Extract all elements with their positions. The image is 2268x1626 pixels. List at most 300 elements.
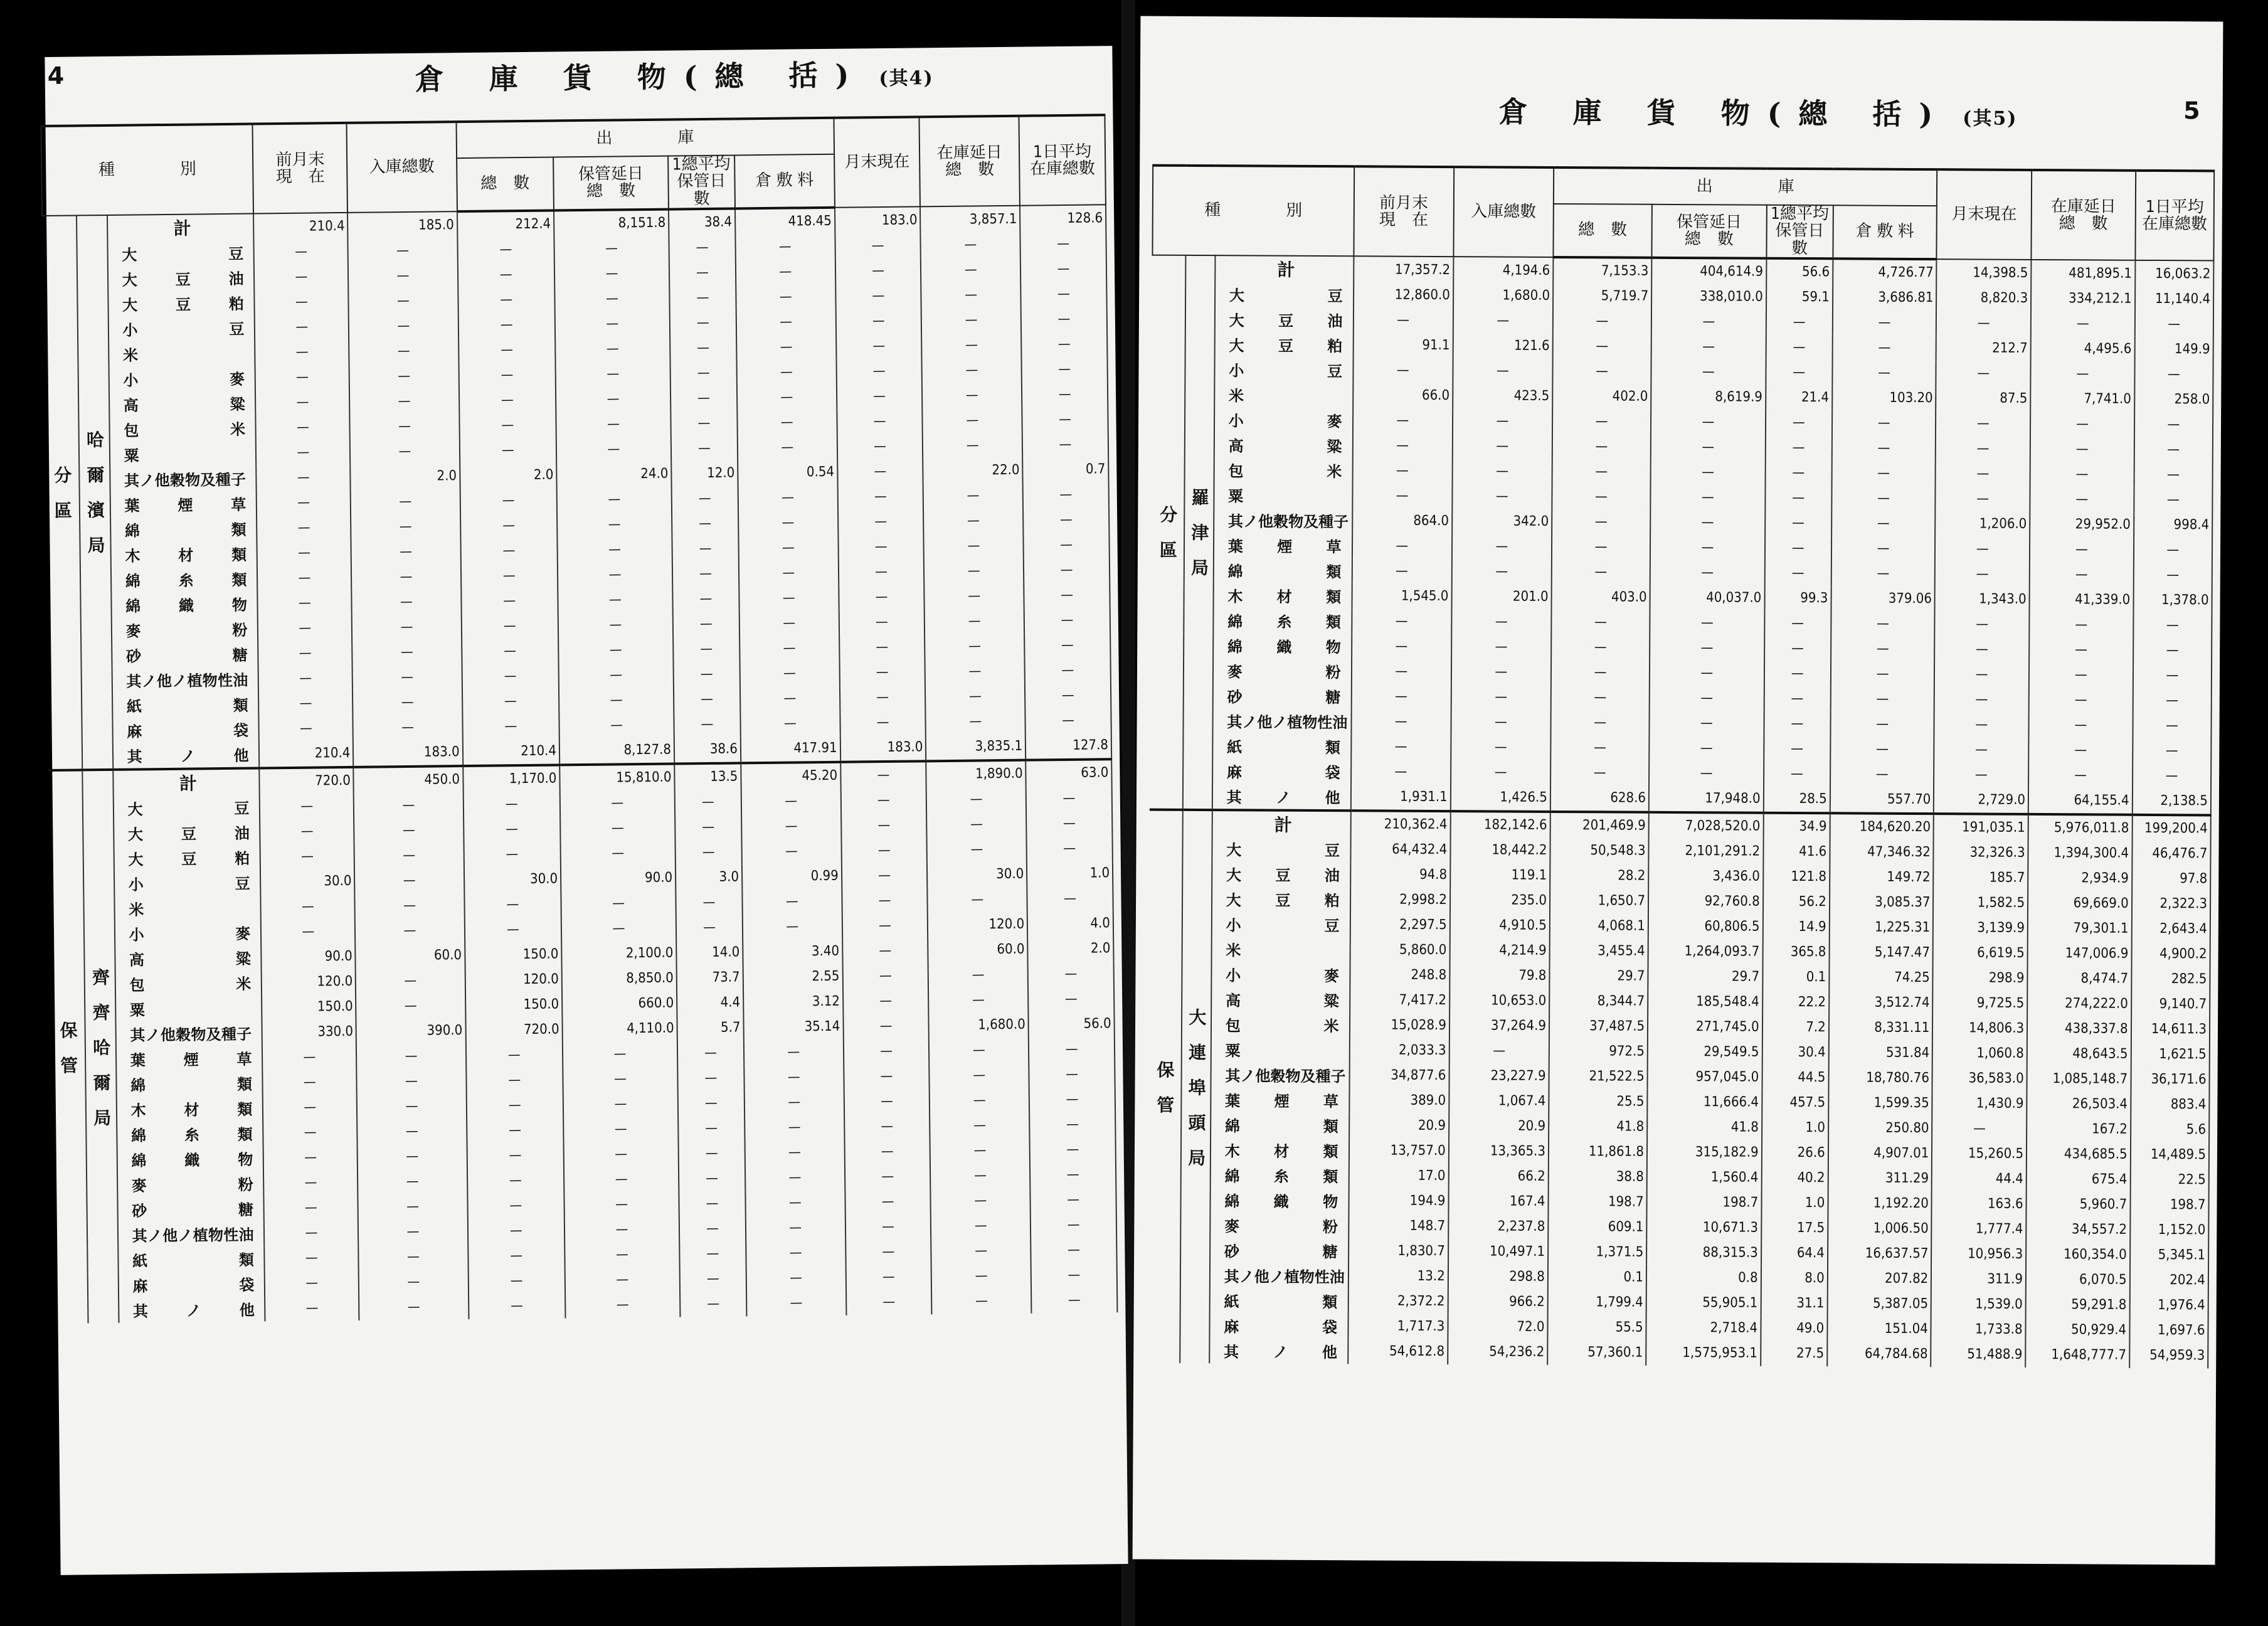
value-cell: 1,650.7 [1550,888,1648,914]
value-cell: — [670,410,737,436]
value-cell: 90.0 [561,865,676,891]
value-cell: — [844,1038,930,1064]
value-cell: 10,671.3 [1646,1215,1761,1241]
value-cell: 1,931.1 [1350,784,1450,811]
value-cell: 151.04 [1827,1316,1931,1342]
value-cell: — [676,839,742,865]
header-kind: 種 別 [41,124,254,216]
value-cell: — [922,383,1022,409]
value-cell: 26,503.4 [2027,1092,2131,1117]
value-cell: 29.7 [1549,964,1648,989]
value-cell: — [1023,482,1109,507]
item-label: 綿 類 [1211,1112,1349,1138]
value-cell: 3,085.37 [1830,890,1934,915]
value-cell: — [2133,563,2212,588]
value-cell: — [1020,256,1106,282]
value-cell: 14,398.5 [1937,259,2032,286]
value-cell: — [740,711,840,737]
value-cell: — [1764,611,1831,637]
value-cell: 5,345.1 [2130,1243,2209,1268]
item-label: 砂 糖 [112,641,258,667]
value-cell: — [1352,634,1451,659]
value-cell: — [260,794,354,820]
value-cell: — [1030,1162,1116,1188]
value-cell: — [1649,736,1764,762]
value-cell: 235.0 [1450,888,1550,913]
value-cell: — [352,589,462,615]
value-cell: — [1025,683,1111,708]
value-cell: 16,637.57 [1828,1241,1932,1267]
value-cell: — [265,1295,359,1322]
value-cell: 54,612.8 [1348,1339,1448,1364]
value-cell: 4.4 [677,990,743,1016]
value-cell: — [736,334,836,361]
value-cell: 4,214.9 [1449,938,1549,964]
value-cell: — [679,1216,746,1241]
value-cell: — [921,232,1020,258]
value-cell: — [1550,760,1649,786]
value-cell: — [930,1088,1029,1114]
value-cell: — [354,817,464,844]
value-cell: 3,139.9 [1933,915,2028,941]
value-cell: — [563,1116,678,1142]
value-cell: — [679,1140,745,1166]
value-cell: — [1451,760,1550,785]
value-cell: 2,033.3 [1349,1038,1449,1063]
value-cell: 32,326.3 [1934,840,2028,866]
value-cell: 64,155.4 [2028,788,2133,815]
value-cell: — [1650,686,1764,711]
item-label: 綿 織 物 [111,591,258,617]
value-cell: 3,835.1 [926,734,1025,762]
value-cell: — [358,1169,467,1195]
value-cell: 438,337.8 [2027,1016,2131,1042]
item-label: 大 豆 [1212,836,1350,862]
value-cell: — [921,307,1021,334]
value-cell: 14,489.5 [2131,1142,2210,1168]
value-cell: — [1936,311,2031,336]
value-cell: — [1765,435,1831,461]
value-cell: — [1650,635,1764,661]
value-cell: 17,948.0 [1649,786,1764,813]
value-cell: — [745,1190,845,1216]
value-cell: 8,619.9 [1651,385,1766,410]
value-cell: — [457,236,554,263]
item-label: 其ノ他穀物及種子 [1214,507,1352,533]
value-cell: 198.7 [2130,1193,2209,1218]
value-cell: — [931,1213,1031,1240]
item-label: 其 ノ 他 [112,741,259,769]
item-label: 其ノ他ノ植物性油 [112,666,258,693]
value-cell: 55,905.1 [1646,1290,1761,1316]
value-cell: — [464,841,561,868]
value-cell: 25.5 [1549,1089,1647,1115]
value-cell: — [564,1216,679,1243]
value-cell: — [676,915,743,940]
value-cell: — [1031,1187,1116,1213]
value-cell: — [1451,609,1551,635]
value-cell: — [558,587,672,613]
value-cell: — [680,1291,746,1317]
value-cell: — [1352,533,1452,559]
value-cell: 64,432.4 [1350,837,1450,863]
title-text: 倉 庫 貨 物(總 括) [415,58,867,97]
value-cell: 417.91 [741,736,840,763]
item-label: 高 粱 [1211,987,1350,1012]
value-cell: — [462,638,559,664]
value-cell: 365.8 [1762,940,1829,965]
value-cell: — [672,486,738,511]
item-label: 葉 煙 草 [1214,533,1352,558]
value-cell: 8,474.7 [2027,966,2131,992]
value-cell: — [2134,362,2213,388]
value-cell: — [349,363,459,390]
value-cell: — [1452,484,1552,509]
value-cell: — [357,1093,467,1120]
value-cell: — [1351,734,1451,760]
item-label: 大 豆 油 [1215,307,1354,332]
value-cell: 46,476.7 [2132,841,2211,867]
value-cell: — [1831,636,1935,662]
item-label: 小 豆 [108,315,255,341]
value-cell: 1,830.7 [1349,1238,1448,1264]
value-cell: — [838,509,924,534]
value-cell: — [742,889,842,915]
value-cell: 14.0 [676,940,743,965]
value-cell: 8,820.3 [1936,285,2031,311]
value-cell: — [1029,1036,1115,1062]
value-cell: 1,545.0 [1352,583,1451,609]
value-cell: 128.6 [1020,205,1106,231]
value-cell: 1,717.3 [1348,1314,1448,1339]
value-cell: — [560,790,675,816]
value-cell: — [835,308,921,334]
value-cell: — [464,816,561,842]
value-cell: 207.82 [1828,1266,1932,1292]
value-cell: — [923,433,1022,459]
item-label: 其 ノ 他 [1212,784,1351,810]
item-label: 綿 織 物 [117,1145,263,1172]
item-label: 小 豆 [1214,357,1353,383]
value-cell: — [842,863,928,888]
value-cell: — [460,513,558,539]
header-out-days: 保管延日 總 數 [1652,205,1767,258]
value-cell: 34,557.2 [2026,1217,2130,1243]
value-cell: — [928,887,1027,913]
value-cell: 8,344.7 [1549,989,1648,1014]
value-cell: — [358,1144,467,1170]
value-cell: 2,297.5 [1350,912,1449,938]
value-cell: — [353,715,463,741]
value-cell: 1,060.8 [1932,1041,2027,1066]
value-cell: — [840,709,926,735]
value-cell: — [1353,307,1453,333]
office-label: 齊 齊 哈 爾 局 [82,770,119,1323]
value-cell: — [359,1244,469,1270]
value-cell: — [837,484,923,509]
value-cell: — [844,1063,930,1089]
value-cell: 1,599.35 [1828,1090,1932,1116]
value-cell: — [262,1044,356,1071]
value-cell: — [672,511,738,536]
value-cell: 87.5 [1936,386,2031,412]
value-cell: — [845,1264,931,1290]
value-cell: 8,850.0 [562,965,677,992]
value-cell: — [560,840,675,866]
value-cell: — [924,558,1024,585]
value-cell: — [358,1194,468,1220]
value-cell: — [1024,582,1110,608]
value-cell: 1,621.5 [2131,1042,2210,1068]
value-cell: — [745,1165,845,1191]
value-cell: 1,733.8 [1931,1317,2026,1342]
value-cell: 59,291.8 [2026,1292,2130,1318]
value-cell: — [356,993,465,1019]
item-label: 其ノ他ノ植物性油 [1212,708,1351,734]
value-cell: 119.1 [1450,863,1550,888]
page-title [415,51,934,98]
item-label: 木 材 類 [1213,583,1352,608]
value-cell: — [1934,662,2029,688]
value-cell: 163.6 [1932,1191,2027,1217]
value-cell: — [563,1041,677,1067]
value-cell: 150.0 [465,992,563,1018]
value-cell: 2,718.4 [1646,1315,1761,1341]
item-label: 高 粱 [109,390,256,417]
value-cell: — [1651,359,1766,385]
value-cell: 8,331.11 [1829,1015,1933,1041]
value-cell: — [555,361,670,387]
value-cell: — [1453,433,1552,459]
value-cell: 149.9 [2134,337,2213,363]
value-cell: 17.0 [1349,1163,1448,1189]
value-cell: — [257,540,351,566]
value-cell: — [673,636,739,662]
item-label: 砂 糖 [1210,1238,1349,1263]
item-label: 計 [1212,810,1350,837]
value-cell: — [1550,735,1649,761]
value-cell: — [1552,560,1650,585]
value-cell: 4,726.77 [1833,258,1937,285]
item-label: 粟 [115,995,262,1021]
value-cell: 2,998.2 [1350,887,1450,913]
value-cell: 12.0 [671,460,738,486]
value-cell: 7,028,520.0 [1649,812,1764,839]
item-label: 葉 煙 草 [110,491,257,517]
value-cell: — [358,1119,467,1145]
value-cell: — [460,538,558,564]
value-cell: — [254,264,348,290]
value-cell: — [358,1219,468,1245]
value-cell: 1,976.4 [2129,1293,2208,1319]
value-cell: 60,806.5 [1648,914,1763,940]
header-out-count: 總 數 [1553,204,1652,258]
value-cell: — [2134,412,2213,438]
item-label: 紙 類 [1212,733,1351,759]
item-label: 小 麥 [1214,407,1353,433]
value-cell: — [1352,558,1451,584]
item-label: 紙 類 [1209,1288,1348,1314]
value-cell: — [558,561,672,588]
value-cell: 99.3 [1764,586,1831,612]
header-month-end: 月末現在 [834,117,920,207]
value-cell: — [839,584,925,610]
value-cell: — [565,1267,680,1293]
value-cell: 4,194.6 [1453,257,1553,284]
value-cell: — [1551,635,1650,661]
value-cell: 1,799.4 [1548,1290,1646,1315]
value-cell: 185.7 [1934,865,2028,891]
value-cell: — [840,684,926,710]
value-cell: — [1020,231,1106,257]
value-cell: — [1551,660,1650,686]
value-cell: — [462,713,559,740]
value-cell: — [1832,360,1936,386]
value-cell: 2,372.2 [1348,1289,1448,1314]
value-cell: — [1552,359,1651,385]
office-label: 哈 爾 濱 局 [77,215,113,770]
value-cell: 2.0 [351,464,460,490]
value-cell: — [1764,736,1830,762]
value-cell: 1,394,300.4 [2028,841,2132,866]
value-cell: 212.4 [457,210,554,238]
value-cell: — [740,686,840,712]
value-cell: — [669,235,735,260]
value-cell: 3,686.81 [1833,285,1937,311]
value-cell: — [458,312,555,338]
value-cell: 390.0 [356,1018,466,1044]
value-cell: — [923,408,1022,434]
value-cell: — [925,659,1025,685]
value-cell: 210.4 [259,741,353,768]
item-label: 大 豆 [113,794,260,821]
value-cell: — [555,311,670,337]
value-cell: — [1553,334,1651,359]
value-cell: 418.45 [735,208,835,235]
warehouse-cargo-table [1146,164,2215,1369]
value-cell: 720.0 [260,767,354,795]
item-label: 大 豆 油 [114,819,260,846]
value-cell: — [1552,434,1651,460]
page-number: 4 [47,61,65,90]
value-cell: — [739,585,839,612]
item-label: 砂 糖 [1212,683,1351,709]
value-cell: — [930,1113,1029,1139]
value-cell: — [840,787,926,813]
value-cell: — [349,388,459,415]
value-cell: 5,719.7 [1553,284,1651,309]
value-cell: — [1028,961,1114,987]
right-page [1133,16,2223,1565]
value-cell: 47,346.32 [1830,839,1934,865]
value-cell: — [554,285,669,312]
value-cell: 66.0 [1353,383,1453,408]
value-cell: — [925,684,1025,710]
value-cell: — [1023,507,1109,533]
value-cell: 1,192.20 [1828,1191,1932,1216]
value-cell: — [260,844,354,870]
value-cell: — [737,410,837,436]
value-cell: 2,322.3 [2132,891,2211,917]
value-cell: — [352,639,462,666]
value-cell: — [265,1270,359,1297]
value-cell: — [837,433,923,459]
item-label: 葉 煙 草 [1211,1087,1349,1113]
header-stock-days: 在庫延日 總 數 [919,116,1020,207]
value-cell: — [258,691,352,717]
item-label: 綿 類 [1213,558,1352,583]
value-cell: — [837,383,923,409]
value-cell: 15,028.9 [1350,1012,1449,1038]
value-cell: — [670,335,736,361]
value-cell: — [255,289,349,316]
table-row [1147,1337,2208,1368]
value-cell: — [1021,306,1107,332]
value-cell: — [467,1167,564,1194]
value-cell: — [741,839,841,865]
value-cell: — [465,1042,563,1068]
value-cell: 628.6 [1550,785,1649,812]
value-cell: 194.9 [1349,1188,1448,1214]
value-cell: — [1351,684,1451,709]
value-cell: — [556,411,670,437]
value-cell: 60.0 [356,943,465,969]
value-cell: — [1031,1287,1117,1313]
value-cell: — [263,1095,357,1121]
value-cell: — [1028,986,1114,1012]
value-cell: 2,138.5 [2132,789,2211,816]
value-cell: 185.0 [347,211,457,239]
item-label: 麻 袋 [118,1271,265,1297]
value-cell: — [1764,762,1830,787]
value-cell: 403.0 [1551,585,1650,610]
value-cell: 450.0 [354,766,464,794]
value-cell: 0.1 [1548,1265,1646,1290]
header-kind: 種 別 [1152,166,1354,257]
item-label: 綿 糸 類 [117,1120,263,1147]
value-cell: — [1650,661,1764,686]
value-cell: 250.80 [1828,1115,1932,1141]
value-cell: 13.5 [674,763,741,790]
item-label: 計 [1215,255,1354,282]
value-cell: — [257,465,351,491]
value-cell: 3,455.4 [1550,938,1648,964]
item-label: 包 米 [109,415,256,442]
value-cell: — [461,613,558,639]
value-cell: — [254,239,348,265]
value-cell: 423.5 [1453,383,1552,409]
value-cell: 6,619.5 [1933,940,2028,966]
value-cell: 8.0 [1761,1266,1827,1292]
value-cell: 38.6 [674,736,741,763]
item-label: 綿 織 物 [1213,633,1352,659]
value-cell: — [559,712,674,738]
value-cell: — [559,662,674,688]
value-cell: 1.0 [1027,861,1113,886]
value-cell: — [745,1090,844,1116]
value-cell: — [554,260,669,287]
item-label: 計 [113,768,260,795]
value-cell: — [928,962,1028,989]
item-label: 大 豆 粕 [108,290,255,316]
value-cell: — [558,612,673,638]
value-cell: 127.8 [1025,733,1111,760]
value-cell: 41.8 [1647,1115,1762,1140]
value-cell: — [926,812,1026,838]
value-cell: — [2028,738,2133,763]
value-cell: 389.0 [1349,1088,1449,1113]
value-cell: — [557,511,672,538]
